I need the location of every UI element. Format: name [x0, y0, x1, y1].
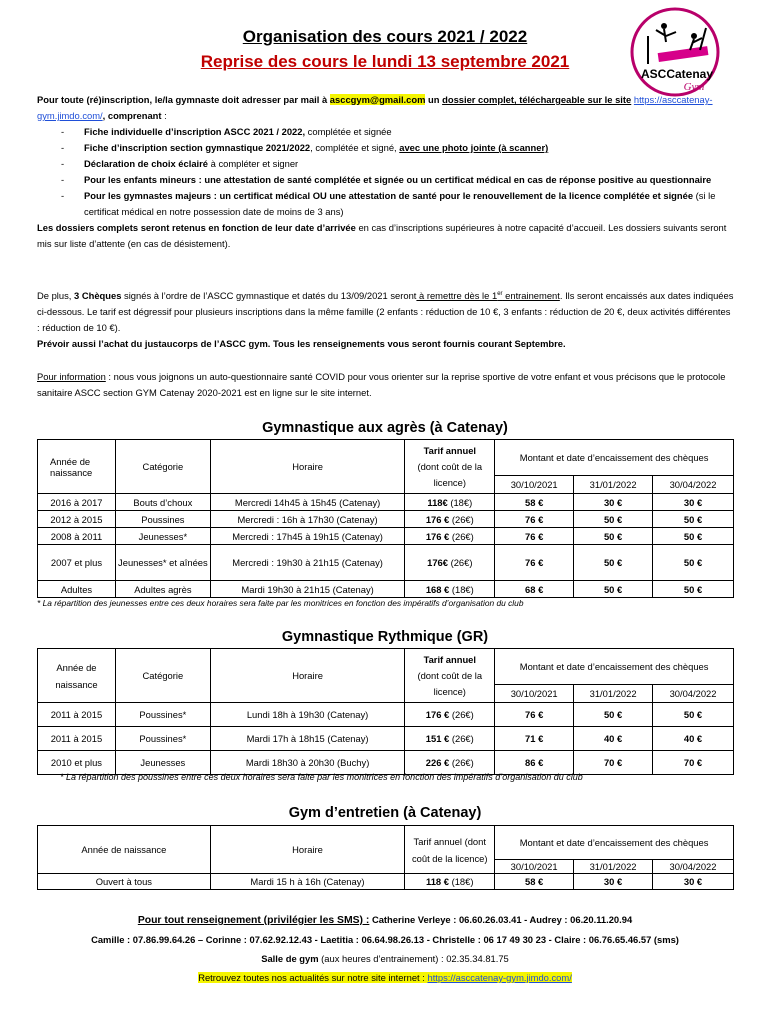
cheques-paragraph: De plus, 3 Chèques signés à l’ordre de l’ASCC gymnastique et datés du 13/09/2021 seront à remettre dès le 1er entrainement. Ils seront encaissés aux dates indiquées ci-dessous. Le tarif est dégressif pour plusieurs inscriptions dans la même famille (2 enfants : réduction de 10 €, 3 enfants : réduction de 20 €, deux activités différentes : réduction de 10 €). Prévoir aussi l’achat du justaucorps de l’ASCC gym. Tous les renseignements vous seront fournis courant Septembre. [37, 290, 734, 350]
gr-table [37, 648, 734, 775]
table-row [38, 874, 734, 890]
table-cell: 50 € [574, 703, 653, 727]
site-link[interactable]: https://asccatenay-gym.jimdo.com/ [37, 94, 713, 121]
gym-hall-line: Salle de gym (aux heures d’entrainement) : 02.35.34.81.75 [261, 953, 509, 964]
table-cell: 40 € [653, 727, 734, 751]
table-cell: 2012 à 2015 [38, 511, 116, 528]
table-row [38, 703, 734, 727]
table-cell: 50 € [653, 545, 734, 581]
table-cell: 76 € [495, 545, 574, 581]
table-cell: 2016 à 2017 [38, 494, 116, 511]
table-cell: 30 € [653, 494, 734, 511]
header-date-1: 30/10/2021 [495, 860, 574, 874]
header-date-3: 30/04/2022 [653, 685, 734, 703]
table-row [38, 581, 734, 598]
list-item: - Fiche individuelle d’inscription ASCC 2021 / 2022, complétée et signée [37, 124, 735, 140]
table-cell: Lundi 18h à 19h30 (Catenay) [210, 703, 405, 727]
club-logo [620, 6, 730, 98]
table-cell: 176 € (26€) [405, 528, 495, 545]
table-cell: Jeunesses* [115, 528, 210, 545]
logo-text: ASCCatenay [640, 67, 714, 81]
table-cell: 68 € [495, 581, 574, 598]
table-cell: Poussines* [115, 703, 210, 727]
table-cell: 58 € [495, 874, 574, 890]
table-cell: 58 € [495, 494, 574, 511]
table-cell: 50 € [653, 581, 734, 598]
entretien-table [37, 825, 734, 890]
table-cell: Mercredi : 19h30 à 21h15 (Catenay) [210, 545, 405, 581]
table-row [38, 528, 734, 545]
header-annee: Année de naissance [38, 440, 116, 494]
header-tarif: Tarif annuel (dont coût de la licence) [405, 826, 495, 874]
table-cell: Mardi 18h30 à 20h30 (Buchy) [210, 751, 405, 775]
header-annee: Année de naissance [38, 649, 116, 703]
table-cell: 30 € [653, 874, 734, 890]
agres-table [37, 439, 734, 598]
contact-line-2: Camille : 07.86.99.64.26 – Corinne : 07.62.92.12.43 - Laetitia : 06.64.98.26.13 - Christelle : 06 17 49 30 23 - Claire : 06.76.65.46.57 (sms) [91, 934, 679, 945]
website-line: Retrouvez toutes nos actualités sur notre site internet : https://asccatenay-gym.jimdo.com/ [198, 972, 572, 983]
table-cell: 2010 et plus [38, 751, 116, 775]
header-date-3: 30/04/2022 [653, 476, 734, 494]
table-cell: 40 € [574, 727, 653, 751]
table-cell: 50 € [574, 581, 653, 598]
agres-footnote: * La répartition des jeunesses entre ces deux horaires sera faite par les monitrices en fonction des impératifs d’organisation du club [37, 598, 524, 608]
list-item: - Fiche d’inscription section gymnastique 2021/2022, complétée et signé, avec une photo jointe (à scanner) [37, 140, 735, 156]
header-date-1: 30/10/2021 [495, 685, 574, 703]
table-row [38, 545, 734, 581]
header-date-2: 31/01/2022 [574, 860, 653, 874]
header-categorie: Catégorie [115, 440, 210, 494]
table-cell: 76 € [495, 511, 574, 528]
section-title-agres: Gymnastique aux agrès (à Catenay) [262, 420, 508, 436]
email-link[interactable]: asccgym@gmail.com [329, 94, 426, 105]
table-cell: 70 € [653, 751, 734, 775]
intro-paragraph: Pour toute (ré)inscription, le/la gymnaste doit adresser par mail à asccgym@gmail.com un dossier complet, téléchargeable sur le site https://asccatenay-gym.jimdo.com/, comprenant : [37, 94, 713, 121]
table-cell: Mercredi 14h45 à 15h45 (Catenay) [210, 494, 405, 511]
header-horaire: Horaire [210, 649, 405, 703]
table-cell: Bouts d’choux [115, 494, 210, 511]
table-row [38, 511, 734, 528]
header-date-1: 30/10/2021 [495, 476, 574, 494]
table-cell: 30 € [574, 494, 653, 511]
header-date-3: 30/04/2022 [653, 860, 734, 874]
page-subtitle: Reprise des cours le lundi 13 septembre 2021 [200, 52, 570, 71]
table-row [38, 751, 734, 775]
header-annee: Année de naissance [38, 826, 211, 874]
header-tarif: Tarif annuel (dont coût de la licence) [405, 440, 495, 494]
table-cell: 2008 à 2011 [38, 528, 116, 545]
section-title-gr: Gymnastique Rythmique (GR) [281, 629, 489, 645]
footer-site-link[interactable]: https://asccatenay-gym.jimdo.com/ [427, 972, 572, 983]
table-cell: 2011 à 2015 [38, 727, 116, 751]
list-item: - Pour les enfants mineurs : une attestation de santé complétée et signée ou un certificat médical en cas de réponse positive au questionnaire [37, 172, 735, 188]
table-cell: 50 € [574, 545, 653, 581]
table-cell: Adultes agrès [115, 581, 210, 598]
header-date-2: 31/01/2022 [574, 685, 653, 703]
table-cell: 50 € [574, 511, 653, 528]
list-item: - Pour les gymnastes majeurs : un certificat médical OU une attestation de santé pour le renouvellement de la licence complétée et signée (si le certificat médical en notre possession date de moins de 3 ans) [37, 188, 735, 220]
dossiers-paragraph: Les dossiers complets seront retenus en fonction de leur date d’arrivée en cas d’inscriptions supérieures à notre capacité d’accueil. Les dossiers suivants seront mis sur liste d’attente (en cas de désistement). [37, 222, 727, 249]
table-cell: 151 € (26€) [405, 727, 495, 751]
table-cell: Poussines* [115, 727, 210, 751]
section-title-entretien: Gym d’entretien (à Catenay) [288, 805, 482, 821]
table-cell: 2007 et plus [38, 545, 116, 581]
table-cell: Jeunesses* et aînées [115, 545, 210, 581]
header-montant: Montant et date d’encaissement des chèques [495, 826, 734, 860]
header-horaire: Horaire [210, 440, 405, 494]
header-tarif: Tarif annuel (dont coût de la licence) [405, 649, 495, 703]
required-documents-list [37, 124, 735, 220]
header-date-2: 31/01/2022 [574, 476, 653, 494]
logo-subtext: Gym [683, 81, 705, 93]
table-cell: 76 € [495, 528, 574, 545]
table-cell: 176€ (26€) [405, 545, 495, 581]
table-cell: 50 € [653, 511, 734, 528]
gr-footnote: * La répartition des poussines entre ces deux horaires sera faite par les monitrices en fonction des impératifs d’organisation du club [60, 772, 583, 782]
table-cell: 30 € [574, 874, 653, 890]
table-row [38, 727, 734, 751]
header-horaire: Horaire [210, 826, 405, 874]
table-cell: 50 € [653, 703, 734, 727]
contact-line-1: Pour tout renseignement (privilégier les SMS) : Catherine Verleye : 06.60.26.03.41 - Audrey : 06.20.11.20.94 [137, 914, 633, 926]
header-montant: Montant et date d’encaissement des chèques [495, 440, 734, 476]
table-cell: Jeunesses [115, 751, 210, 775]
header-categorie: Catégorie [115, 649, 210, 703]
header-montant: Montant et date d’encaissement des chèques [495, 649, 734, 685]
table-cell: Poussines [115, 511, 210, 528]
table-cell: 71 € [495, 727, 574, 751]
table-cell: 226 € (26€) [405, 751, 495, 775]
table-cell: Mercredi : 17h45 à 19h15 (Catenay) [210, 528, 405, 545]
contact-footer [20, 910, 750, 987]
table-cell: Mardi 17h à 18h15 (Catenay) [210, 727, 405, 751]
table-row [38, 494, 734, 511]
page-title: Organisation des cours 2021 / 2022 [242, 27, 528, 46]
table-cell: Mercredi : 16h à 17h30 (Catenay) [210, 511, 405, 528]
table-cell: 70 € [574, 751, 653, 775]
table-cell: 50 € [653, 528, 734, 545]
table-cell: 168 € (18€) [405, 581, 495, 598]
table-cell: 50 € [574, 528, 653, 545]
table-cell: 2011 à 2015 [38, 703, 116, 727]
table-cell: 118€ (18€) [405, 494, 495, 511]
table-cell: 76 € [495, 703, 574, 727]
info-paragraph: Pour information : nous vous joignons un auto-questionnaire santé COVID pour vous orienter sur la reprise sportive de votre enfant et vous précisons que le protocole sanitaire ASCC section GYM Catenay 2020-2021 est en ligne sur le site internet. [37, 371, 726, 398]
table-cell: 86 € [495, 751, 574, 775]
table-cell: Mardi 15 h à 16h (Catenay) [210, 874, 405, 890]
table-cell: 118 € (18€) [405, 874, 495, 890]
table-cell: 176 € (26€) [405, 511, 495, 528]
table-cell: Mardi 19h30 à 21h15 (Catenay) [210, 581, 405, 598]
intro-section [37, 92, 735, 252]
list-item: - Déclaration de choix éclairé à compléter et signer [37, 156, 735, 172]
table-cell: Adultes [38, 581, 116, 598]
table-cell: 176 € (26€) [405, 703, 495, 727]
table-cell: Ouvert à tous [38, 874, 211, 890]
